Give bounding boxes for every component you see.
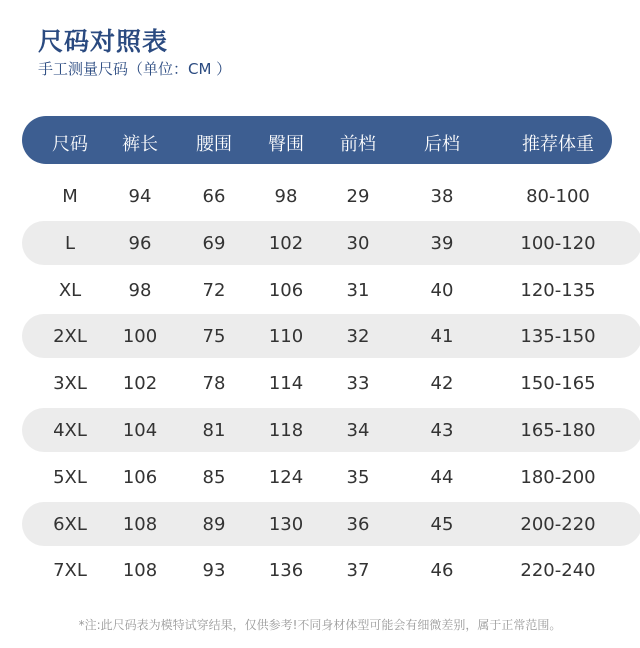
cell-weight: 100-120 (520, 232, 596, 254)
cell-hip: 110 (268, 326, 304, 348)
cell-waist: 81 (202, 420, 226, 441)
cell-back-rise: 40 (430, 279, 454, 301)
cell-front-rise: 36 (346, 513, 370, 535)
cell-weight: 120-135 (520, 279, 596, 301)
cell-weight: 150-165 (520, 373, 596, 395)
cell-front-rise: 35 (346, 466, 370, 488)
cell-length: 98 (128, 279, 152, 301)
cell-waist: 75 (202, 326, 226, 348)
cell-size: 4XL (53, 420, 87, 441)
cell-length: 106 (122, 466, 158, 488)
cell-size: 2XL (53, 326, 87, 348)
cell-length: 104 (122, 420, 158, 441)
cell-hip: 124 (268, 466, 304, 488)
header-length: 裤长 (122, 134, 158, 155)
header-hip: 臀围 (268, 134, 304, 155)
cell-front-rise: 32 (346, 326, 370, 348)
cell-front-rise: 30 (346, 232, 370, 254)
cell-waist: 69 (202, 232, 226, 254)
cell-hip: 136 (268, 560, 304, 582)
header-front-rise: 前档 (340, 134, 376, 155)
cell-back-rise: 43 (430, 420, 454, 441)
cell-size: 5XL (53, 466, 87, 488)
cell-hip: 114 (268, 373, 304, 395)
page-subtitle: 手工测量尺码（单位：CM ） (38, 60, 232, 78)
cell-length: 96 (128, 232, 152, 254)
cell-front-rise: 33 (346, 373, 370, 395)
cell-weight: 180-200 (520, 466, 596, 488)
cell-front-rise: 37 (346, 560, 370, 582)
cell-hip: 98 (274, 186, 298, 207)
cell-waist: 93 (202, 560, 226, 582)
cell-waist: 66 (202, 186, 226, 207)
cell-front-rise: 31 (346, 279, 370, 301)
cell-weight: 200-220 (520, 513, 596, 535)
cell-size: M (62, 186, 78, 207)
cell-hip: 102 (268, 232, 304, 254)
cell-back-rise: 38 (430, 186, 454, 207)
cell-size: 7XL (53, 560, 87, 582)
cell-size: XL (58, 279, 82, 301)
header-waist: 腰围 (196, 134, 232, 155)
cell-size: L (64, 232, 76, 254)
cell-waist: 89 (202, 513, 226, 535)
cell-waist: 78 (202, 373, 226, 395)
cell-length: 108 (122, 513, 158, 535)
cell-length: 108 (122, 560, 158, 582)
cell-hip: 106 (268, 279, 304, 301)
cell-back-rise: 42 (430, 373, 454, 395)
cell-weight: 165-180 (520, 420, 596, 441)
cell-length: 102 (122, 373, 158, 395)
cell-hip: 130 (268, 513, 304, 535)
cell-back-rise: 39 (430, 232, 454, 254)
cell-back-rise: 41 (430, 326, 454, 348)
cell-waist: 72 (202, 279, 226, 301)
page-title: 尺码对照表 (38, 27, 169, 56)
cell-length: 94 (128, 186, 152, 207)
cell-back-rise: 45 (430, 513, 454, 535)
cell-front-rise: 29 (346, 186, 370, 207)
cell-hip: 118 (268, 420, 304, 441)
cell-weight: 80-100 (526, 186, 590, 207)
cell-front-rise: 34 (346, 420, 370, 441)
cell-weight: 220-240 (520, 560, 596, 582)
cell-back-rise: 44 (430, 466, 454, 488)
header-back-rise: 后档 (424, 134, 460, 155)
cell-size: 3XL (53, 373, 87, 395)
cell-weight: 135-150 (520, 326, 596, 348)
cell-length: 100 (122, 326, 158, 348)
header-size: 尺码 (52, 134, 88, 155)
cell-waist: 85 (202, 466, 226, 488)
header-weight: 推荐体重 (522, 134, 594, 155)
footnote: *注:此尺码表为模特试穿结果，仅供参考!不同身材体型可能会有细微差别，属于正常范围。 (78, 618, 562, 632)
cell-size: 6XL (53, 513, 87, 535)
cell-back-rise: 46 (430, 560, 454, 582)
